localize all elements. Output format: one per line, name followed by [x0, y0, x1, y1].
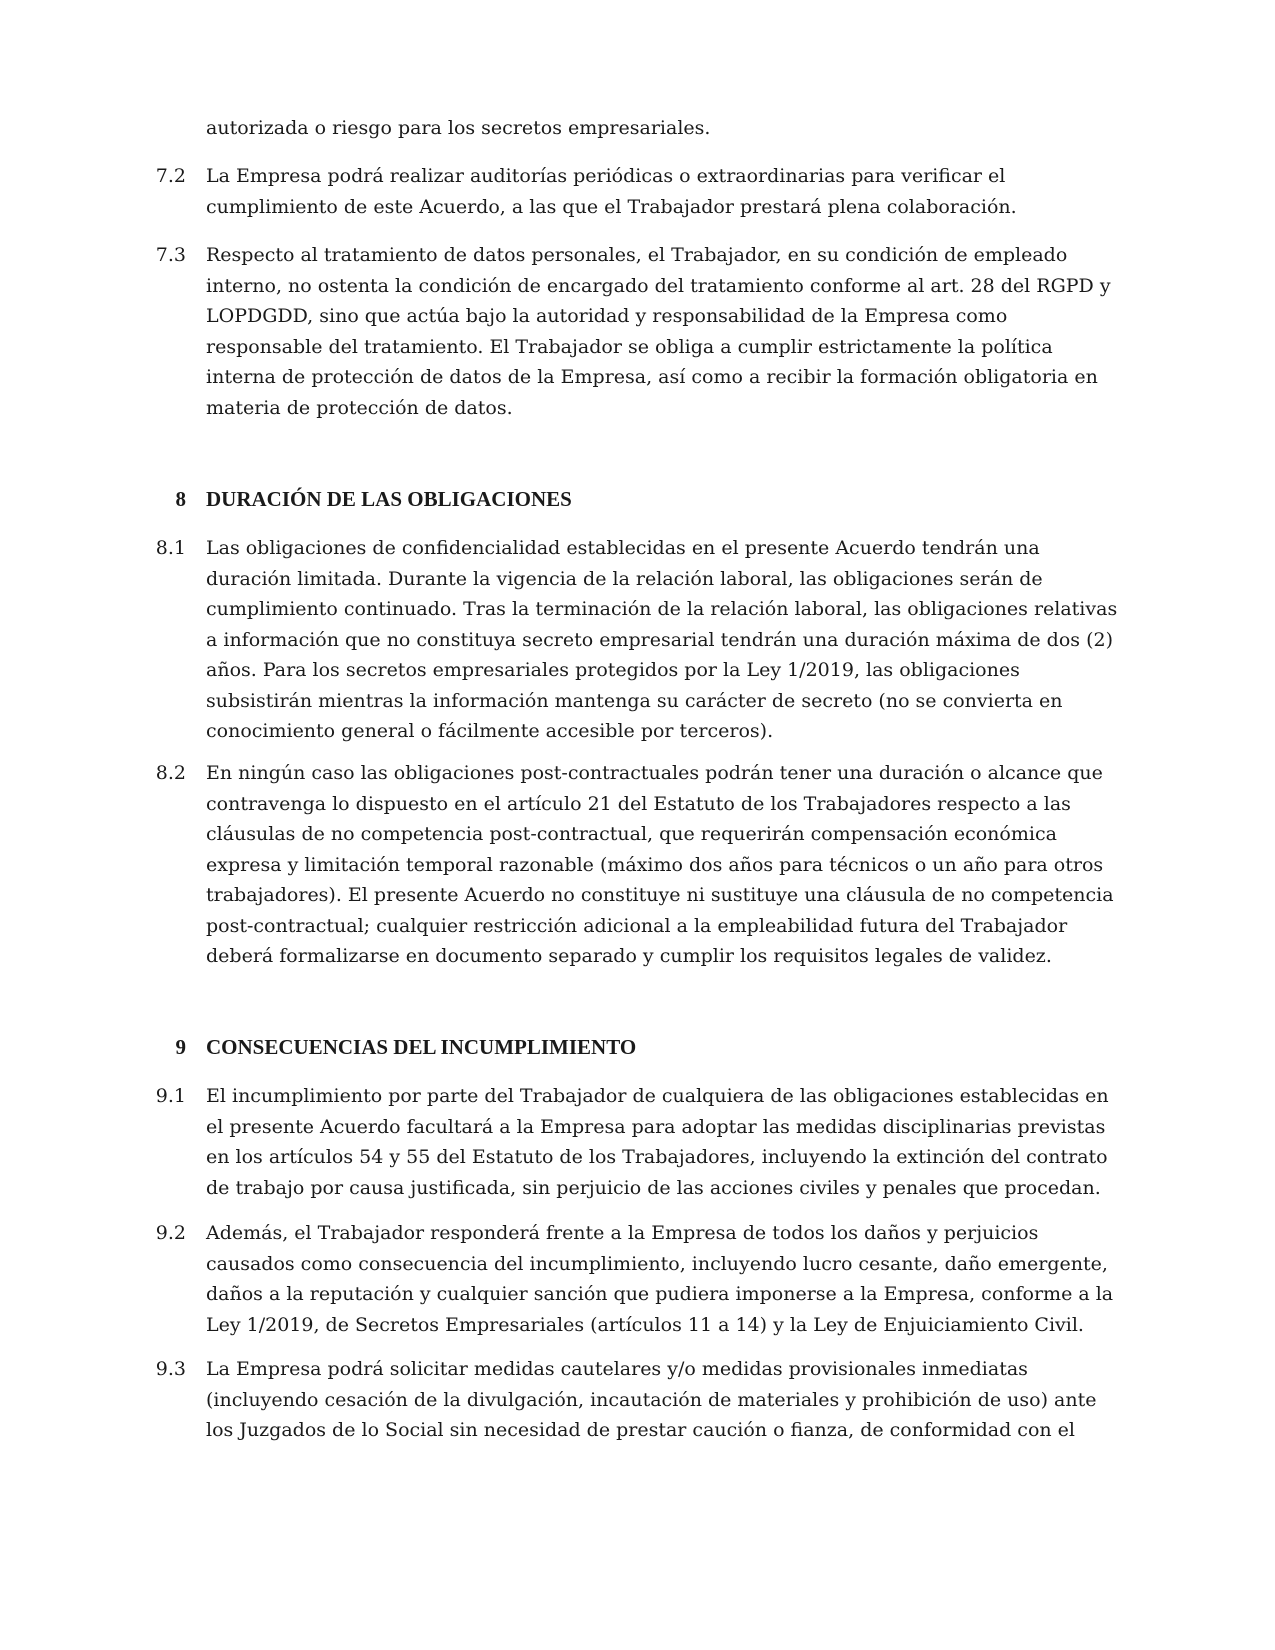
- clause-number: 7.3: [155, 244, 186, 266]
- section-number: 8: [175, 487, 186, 511]
- paragraph-text: Las obligaciones de confidencialidad establecidas en el presente Acuerdo tendrán una duración limitada. Durante la vigencia de la relación laboral, las obligaciones serán de cumplimiento continuado. Tras la terminación de la relación laboral, las obligaciones relativas a información que no constituya secreto empresarial tendrán una duración máxima de dos (2) años. Para los secretos empresariales protegidos por la Ley 1/2019, las obligaciones subsistirán mientras la información mantenga su carácter de secreto (no se convierta en conocimiento general o fácilmente accesible por terceros).: [206, 537, 1118, 742]
- paragraph-text: Respecto al tratamiento de datos personales, el Trabajador, en su condición de empleado interno, no ostenta la condición de encargado del tratamiento conforme al art. 28 del RGPD y LOPDGDD, sino que actúa bajo la autoridad y responsabilidad de la Empresa como responsable del tratamiento. El Trabajador se obliga a cumplir estrictamente la política interna de protección de datos de la Empresa, así como a recibir la formación obligatoria en materia de protección de datos.: [206, 244, 1111, 419]
- paragraph-text: La Empresa podrá realizar auditorías periódicas o extraordinarias para verificar el cumplimiento de este Acuerdo, a las que el Trabajador prestará plena colaboración.: [206, 165, 1017, 218]
- paragraph-text: En ningún caso las obligaciones post-contractuales podrán tener una duración o alcance que contravenga lo dispuesto en el artículo 21 del Estatuto de los Trabajadores respecto a las cláusulas de no competencia post-contractual, que requerirán compensación económica expresa y limitación temporal razonable (máximo dos años para técnicos o un año para otros trabajadores). El presente Acuerdo no constituye ni sustituye una cláusula de no competencia post-contractual; cualquier restricción adicional a la empleabilidad futura del Trabajador deberá formalizarse en documento separado y cumplir los requisitos legales de validez.: [206, 762, 1114, 967]
- clause-number: 9.2: [155, 1222, 186, 1244]
- paragraph-text: Además, el Trabajador responderá frente a la Empresa de todos los daños y perjuicios causados como consecuencia del incumplimiento, incluyendo lucro cesante, daño emergente, daños a la reputación y cualquier sanción que pudiera imponerse a la Empresa, conforme a la Ley 1/2019, de Secretos Empresariales (artículos 11 a 14) y la Ley de Enjuiciamiento Civil.: [206, 1222, 1114, 1336]
- clause-number: 9.1: [155, 1085, 186, 1107]
- section-number: 9: [175, 1035, 186, 1059]
- clause-number: 8.1: [155, 537, 186, 559]
- paragraph-text: La Empresa podrá solicitar medidas cautelares y/o medidas provisionales inmediatas (incluyendo cesación de la divulgación, incautación de materiales y prohibición de uso) ante los Juzgados de lo Social sin necesidad de prestar caución o fianza, de conformidad con el: [206, 1358, 1097, 1441]
- paragraph-text: El incumplimiento por parte del Trabajador de cualquiera de las obligaciones establecidas en el presente Acuerdo facultará a la Empresa para adoptar las medidas disciplinarias previstas en los artículos 54 y 55 del Estatuto de los Trabajadores, incluyendo la extinción del contrato de trabajo por causa justificada, sin perjuicio de las acciones civiles y penales que procedan.: [206, 1085, 1109, 1199]
- section-title: DURACIÓN DE LAS OBLIGACIONES: [206, 487, 572, 511]
- section-title: CONSECUENCIAS DEL INCUMPLIMIENTO: [206, 1035, 637, 1059]
- paragraph-text: autorizada o riesgo para los secretos empresariales.: [206, 117, 711, 139]
- clause-number: 9.3: [155, 1358, 186, 1380]
- clause-number: 7.2: [155, 165, 186, 187]
- clause-number: 8.2: [155, 762, 186, 784]
